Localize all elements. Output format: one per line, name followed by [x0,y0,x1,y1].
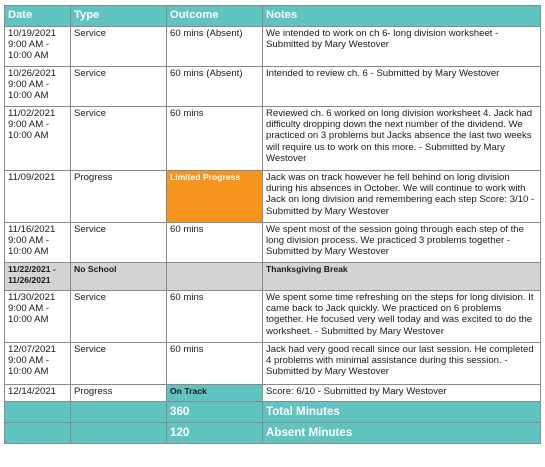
cell-notes: Jack had very good recall since our last session. He completed 4 problems with minimal assistance during this session. - Submitted by Mary Westover [263,343,541,385]
header-outcome: Outcome [167,6,263,27]
cell-date: 11/02/2021 9:00 AM - 10:00 AM [5,107,71,171]
table-row [5,67,541,107]
cell-notes: Thanksgiving Break [263,263,541,291]
service-log-table [4,5,541,444]
cell-notes: Intended to review ch. 6 - Submitted by Mary Westover [263,67,541,107]
table-header-row [5,6,541,27]
cell-date: 11/22/2021 - 11/26/2021 [5,263,71,291]
cell-outcome: 60 mins [167,291,263,343]
no-school-row [5,263,541,291]
total-minutes-label: Total Minutes [263,402,541,423]
table-row [5,171,541,223]
cell-outcome [167,263,263,291]
cell-type: Service [71,291,167,343]
cell-notes: Reviewed ch. 6 worked on long division worksheet 4. Jack had difficulty dropping down the next number of the dividend. We practiced on 3 problems but Jacks absence the last two weeks will require us to work on this more. - Submitted by Mary Westover [263,107,541,171]
cell-date: 12/07/2021 9:00 AM - 10:00 AM [5,343,71,385]
total-blank-cell [71,402,167,423]
cell-type: Service [71,107,167,171]
table-row [5,385,541,402]
absent-minutes-value: 120 [167,423,263,444]
header-date: Date [5,6,71,27]
cell-date: 10/19/2021 9:00 AM - 10:00 AM [5,27,71,67]
service-log [4,5,540,444]
cell-type: Service [71,223,167,263]
header-type: Type [71,6,167,27]
cell-date: 11/30/2021 9:00 AM - 10:00 AM [5,291,71,343]
cell-notes: Jack was on track however he fell behind on long division during his absences in October. We will continue to work with Jack on long division and remembering each step Score: 3/10 - Submitted by Mary Westover [263,171,541,223]
cell-notes: We intended to work on ch 6- long division worksheet - Submitted by Mary Westover [263,27,541,67]
cell-date: 11/09/2021 [5,171,71,223]
cell-type: Service [71,343,167,385]
absent-minutes-label: Absent Minutes [263,423,541,444]
cell-type: No School [71,263,167,291]
total-blank-cell [71,423,167,444]
header-notes: Notes [263,6,541,27]
limited-progress-badge: Limited Progress [167,171,263,223]
table-row [5,223,541,263]
cell-outcome: 60 mins [167,343,263,385]
cell-date: 10/26/2021 9:00 AM - 10:00 AM [5,67,71,107]
cell-type: Progress [71,385,167,402]
cell-date: 12/14/2021 [5,385,71,402]
cell-notes: Score: 6/10 - Submitted by Mary Westover [263,385,541,402]
cell-date: 11/16/2021 9:00 AM - 10:00 AM [5,223,71,263]
table-row [5,343,541,385]
total-blank-cell [5,423,71,444]
on-track-badge: On Track [167,385,263,402]
cell-type: Service [71,27,167,67]
table-row [5,107,541,171]
table-row [5,27,541,67]
cell-notes: We spent most of the session going through each step of the long division process. We practiced 3 problems together - Submitted by Mary Westover [263,223,541,263]
total-blank-cell [5,402,71,423]
total-minutes-row [5,402,541,423]
cell-outcome: 60 mins (Absent) [167,67,263,107]
table-row [5,291,541,343]
cell-notes: We spent some time refreshing on the steps for long division. It came back to Jack quickly. We practiced on 6 problems together. He focused very well today and was excited to do the worksheet. - Submitted by Mary Westover [263,291,541,343]
cell-outcome: 60 mins [167,107,263,171]
cell-type: Progress [71,171,167,223]
total-minutes-value: 360 [167,402,263,423]
absent-minutes-row [5,423,541,444]
cell-type: Service [71,67,167,107]
cell-outcome: 60 mins [167,223,263,263]
cell-outcome: 60 mins (Absent) [167,27,263,67]
